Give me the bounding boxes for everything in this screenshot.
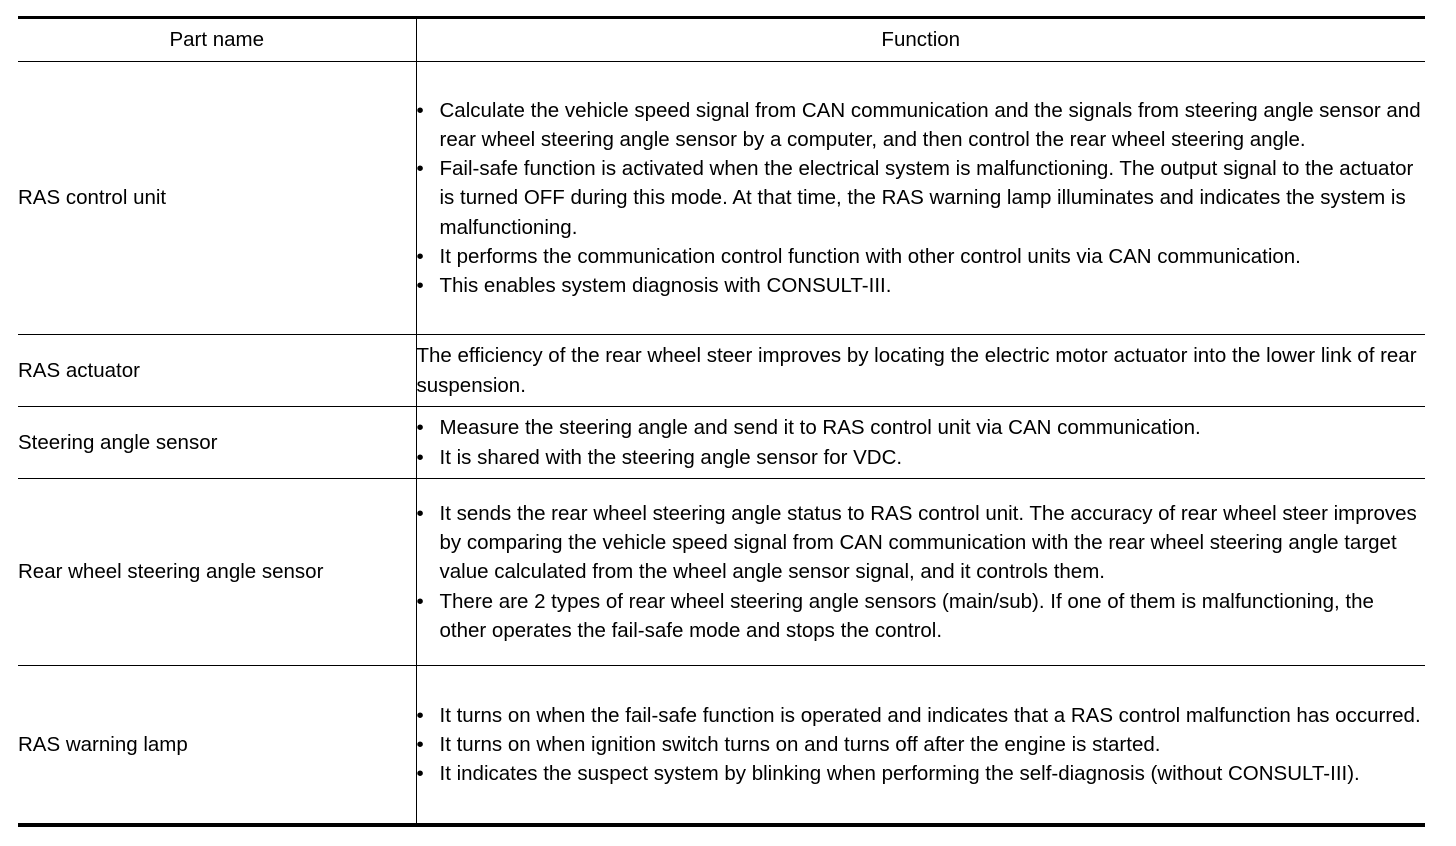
table-row [18,335,1425,407]
function-bullet-list [417,96,1426,300]
function-bullet: • It is shared with the steering angle sensor for VDC. [417,443,1426,472]
part-name-cell: RAS control unit [18,62,416,335]
part-name-cell: Steering angle sensor [18,407,416,479]
function-bullet: • It sends the rear wheel steering angle status to RAS control unit. The accuracy of rear wheel steer improves by comparing the vehicle speed signal from CAN communication with the rear wheel steering angle target value calculated from the wheel angle sensor signal, and it controls them. [417,499,1426,587]
function-bullet: • There are 2 types of rear wheel steering angle sensors (main/sub). If one of them is malfunctioning, the other operates the fail-safe mode and stops the control. [417,587,1426,645]
function-bullet-list [417,413,1426,471]
function-text: The efficiency of the rear wheel steer improves by locating the electric motor actuator into the lower link of rear suspension. [416,344,1417,397]
table-header-row [18,18,1425,62]
function-bullet-list [417,701,1426,789]
part-name-cell: Rear wheel steering angle sensor [18,479,416,666]
function-bullet: • It turns on when the fail-safe function is operated and indicates that a RAS control malfunction has occurred. [417,701,1426,730]
table-row [18,666,1425,826]
function-bullet: • Measure the steering angle and send it to RAS control unit via CAN communication. [417,413,1426,442]
function-bullet-list [417,499,1426,645]
table-row [18,479,1425,666]
table-row [18,407,1425,479]
parts-function-table [18,16,1425,827]
function-bullet: • Calculate the vehicle speed signal from CAN communication and the signals from steering angle sensor and rear wheel steering angle sensor by a computer, and then control the rear wheel steering angle. [417,96,1426,154]
function-bullet: • Fail-safe function is activated when the electrical system is malfunctioning. The output signal to the actuator is turned OFF during this mode. At that time, the RAS warning lamp illuminates and indicates the system is malfunctioning. [417,154,1426,242]
header-part-name: Part name [18,18,416,62]
function-bullet: • This enables system diagnosis with CONSULT-III. [417,271,1426,300]
function-cell [416,62,1425,335]
function-bullet: • It turns on when ignition switch turns on and turns off after the engine is started. [417,730,1426,759]
function-cell [416,479,1425,666]
part-name-cell: RAS warning lamp [18,666,416,826]
part-name-cell: RAS actuator [18,335,416,407]
function-cell [416,407,1425,479]
header-function: Function [416,18,1425,62]
function-cell [416,666,1425,826]
function-bullet: • It performs the communication control function with other control units via CAN communication. [417,242,1426,271]
function-cell [416,335,1425,407]
table-row [18,62,1425,335]
parts-function-table-wrapper [18,16,1425,827]
function-bullet: • It indicates the suspect system by blinking when performing the self-diagnosis (without CONSULT-III). [417,759,1426,788]
